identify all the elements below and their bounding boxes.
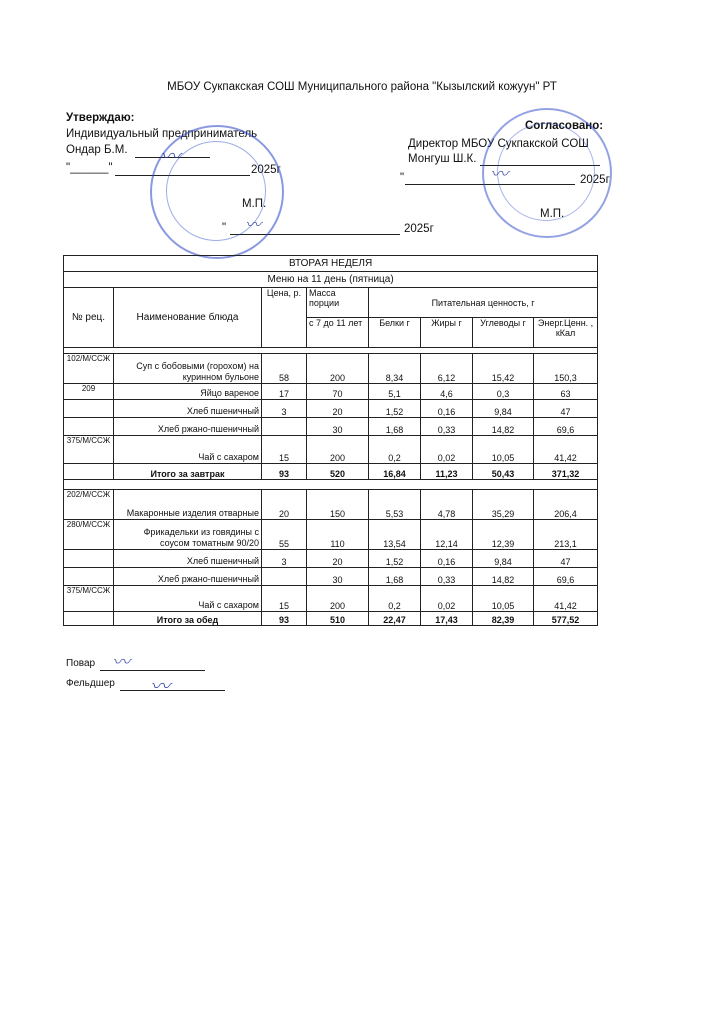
protein-cell: 1,68 [369,568,421,586]
protein-cell: 1,68 [369,418,421,436]
approve-label: Утверждаю: [66,112,135,124]
fat-cell: 0,33 [421,568,473,586]
protein-cell: 13,54 [369,520,421,550]
signature-scribble-left: 〰 [160,144,180,168]
protein-cell: 5,1 [369,384,421,400]
carbs-cell: 35,29 [473,490,534,520]
fat-cell: 6,12 [421,354,473,384]
lunch-total-mass: 510 [307,612,369,626]
rec-number-cell [64,400,114,418]
rec-number-cell: 209 [64,384,114,400]
carbs-cell: 12,39 [473,520,534,550]
rec-number-cell: 375/М/ССЖ [64,586,114,612]
table-row [64,384,598,400]
rec-number-cell: 202/М/ССЖ [64,490,114,520]
date-year: 2025г [251,164,281,176]
breakfast-total-fat: 11,23 [421,464,473,480]
col-protein: Белки г [369,318,421,348]
fat-cell: 12,14 [421,520,473,550]
dish-name-cell: Хлеб пшеничный [114,400,262,418]
energy-cell: 41,42 [534,586,598,612]
lunch-total-price: 93 [262,612,307,626]
mp-label-left: М.П. [242,198,267,210]
mass-cell: 200 [307,586,369,612]
second-date-quote: " [222,222,227,234]
price-cell: 15 [262,436,307,464]
energy-cell: 213,1 [534,520,598,550]
fat-cell: 0,02 [421,586,473,612]
mass-cell: 200 [307,436,369,464]
table-row [64,568,598,586]
signature-scribble-right: 〰 [490,164,508,185]
lunch-total-fat: 17,43 [421,612,473,626]
price-cell: 3 [262,550,307,568]
entrepreneur-name: Ондар Б.М. [66,144,128,156]
col-fat: Жиры г [421,318,473,348]
price-cell: 15 [262,586,307,612]
fat-cell: 4,78 [421,490,473,520]
breakfast-total-label: Итого за завтрак [114,464,262,480]
lunch-total-label: Итого за обед [114,612,262,626]
cook-signature: 〰 [112,652,130,673]
table-row [64,550,598,568]
breakfast-total-energy: 371,32 [534,464,598,480]
table-row [64,354,598,384]
price-cell: 3 [262,400,307,418]
dish-name-cell: Макаронные изделия отварные [114,490,262,520]
col-age: с 7 до 11 лет [307,318,369,348]
mass-cell: 200 [307,354,369,384]
mass-cell: 20 [307,550,369,568]
school-header: МБОУ Сукпакская СОШ Муниципального района "Кызылский кожуун" РТ [167,81,557,93]
price-cell [262,418,307,436]
mass-cell: 20 [307,400,369,418]
protein-cell: 1,52 [369,400,421,418]
table-row [64,400,598,418]
medic-label: Фельдшер [66,678,115,689]
fat-cell: 0,16 [421,550,473,568]
menu-day-title: Меню на 11 день (пятница) [64,272,598,288]
table-row [64,520,598,550]
dish-name-cell: Хлеб ржано-пшеничный [114,568,262,586]
energy-cell: 47 [534,550,598,568]
mass-cell: 150 [307,490,369,520]
energy-cell: 69,6 [534,568,598,586]
col-nutrition: Питательная ценность, г [369,288,598,318]
table-row [64,586,598,612]
table-row [64,418,598,436]
dish-name-cell: Чай с сахаром [114,586,262,612]
breakfast-total-carbs: 50,43 [473,464,534,480]
entrepreneur-line: Индивидуальный предприниматель [66,128,258,140]
carbs-cell: 10,05 [473,586,534,612]
fat-cell: 0,33 [421,418,473,436]
col-price: Цена, р. [262,288,307,348]
protein-cell: 1,52 [369,550,421,568]
breakfast-total-empty [64,464,114,480]
mass-cell: 30 [307,418,369,436]
lunch-total-empty [64,612,114,626]
quote-mark: " [400,172,405,184]
price-cell [262,568,307,586]
fat-cell: 4,6 [421,384,473,400]
protein-cell: 5,53 [369,490,421,520]
breakfast-total-mass: 520 [307,464,369,480]
protein-cell: 0,2 [369,436,421,464]
mass-cell: 70 [307,384,369,400]
col-carbs: Углеводы г [473,318,534,348]
energy-cell: 150,3 [534,354,598,384]
carbs-cell: 10,05 [473,436,534,464]
date-quote: "______" [66,162,113,174]
director-line: Директор МБОУ Сукпакской СОШ [408,138,589,150]
price-cell: 58 [262,354,307,384]
carbs-cell: 14,82 [473,568,534,586]
carbs-cell: 15,42 [473,354,534,384]
dish-name-cell: Хлеб пшеничный [114,550,262,568]
mass-cell: 30 [307,568,369,586]
breakfast-total-price: 93 [262,464,307,480]
rec-number-cell: 375/М/ССЖ [64,436,114,464]
dish-name-cell: Хлеб ржано-пшеничный [114,418,262,436]
handwritten-date: 〰 [245,215,262,234]
rec-number-cell: 102/М/ССЖ [64,354,114,384]
rec-number-cell [64,568,114,586]
breakfast-section [64,354,598,464]
dish-name-cell: Яйцо вареное [114,384,262,400]
fat-cell: 0,02 [421,436,473,464]
carbs-cell: 9,84 [473,550,534,568]
rec-number-cell [64,550,114,568]
director-name: Монгуш Ш.К. [408,153,477,165]
col-dish: Наименование блюда [114,288,262,348]
cook-label: Повар [66,658,96,669]
energy-cell: 41,42 [534,436,598,464]
energy-cell: 69,6 [534,418,598,436]
director-year: 2025г [580,174,610,186]
lunch-total-protein: 22,47 [369,612,421,626]
carbs-cell: 14,82 [473,418,534,436]
col-energy: Энерг.Ценн. , кКал [534,318,598,348]
second-date-year: 2025г [404,223,434,235]
price-cell: 55 [262,520,307,550]
lunch-section [64,490,598,612]
table-row [64,490,598,520]
col-rec: № рец. [64,288,114,348]
energy-cell: 63 [534,384,598,400]
breakfast-total-protein: 16,84 [369,464,421,480]
mass-cell: 110 [307,520,369,550]
week-title: ВТОРАЯ НЕДЕЛЯ [64,256,598,272]
protein-cell: 8,34 [369,354,421,384]
price-cell: 20 [262,490,307,520]
fat-cell: 0,16 [421,400,473,418]
dish-name-cell: Фрикадельки из говядины с соусом томатным 90/20 [114,520,262,550]
energy-cell: 206,4 [534,490,598,520]
agreed-label: Согласовано: [525,120,604,132]
protein-cell: 0,2 [369,586,421,612]
lunch-total-carbs: 82,39 [473,612,534,626]
spacer-row [64,480,598,490]
table-row [64,436,598,464]
dish-name-cell: Суп с бобовыми (горохом) на куринном бульоне [114,354,262,384]
lunch-total-energy: 577,52 [534,612,598,626]
mp-label-right: М.П. [540,208,565,220]
price-cell: 17 [262,384,307,400]
rec-number-cell [64,418,114,436]
carbs-cell: 9,84 [473,400,534,418]
col-mass: Масса порции [307,288,369,318]
medic-signature-line [120,690,225,691]
rec-number-cell: 280/М/ССЖ [64,520,114,550]
energy-cell: 47 [534,400,598,418]
carbs-cell: 0,3 [473,384,534,400]
dish-name-cell: Чай с сахаром [114,436,262,464]
menu-table [63,255,598,626]
medic-signature: 〰 [150,674,170,698]
